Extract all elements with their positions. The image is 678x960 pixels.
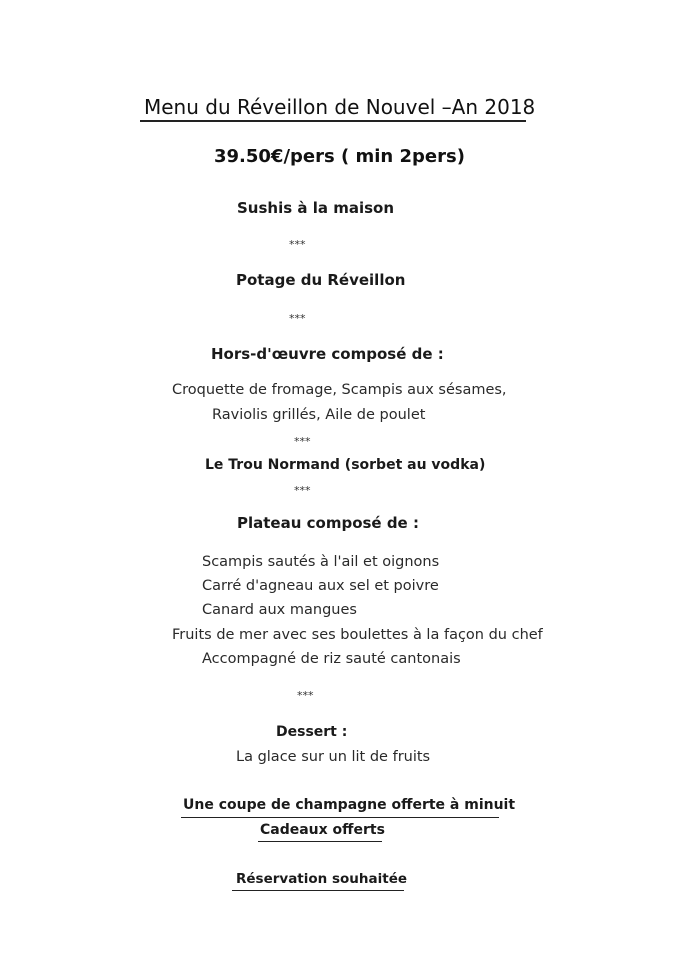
separator-3: *** (294, 435, 311, 448)
menu-title: Menu du Réveillon de Nouvel –An 2018 (144, 95, 536, 119)
champagne-offer: Une coupe de champagne offerte à minuit (183, 797, 516, 813)
menu-price: 39.50€/pers ( min 2pers) (214, 146, 465, 167)
plateau-heading: Plateau composé de : (237, 514, 419, 532)
gifts-offer: Cadeaux offerts (260, 822, 385, 838)
champagne-offer-underline (181, 817, 499, 818)
course-potage: Potage du Réveillon (236, 271, 406, 289)
course-sushis: Sushis à la maison (237, 199, 395, 217)
plateau-item: Carré d'agneau aux sel et poivre (202, 578, 439, 594)
hors-doeuvre-heading: Hors-d'œuvre composé de : (211, 345, 444, 363)
separator-2: *** (289, 312, 306, 325)
reservation-note: Réservation souhaitée (236, 871, 408, 887)
hors-doeuvre-item: Raviolis grillés, Aile de poulet (212, 407, 426, 423)
separator-4: *** (294, 484, 311, 497)
title-underline (140, 120, 526, 122)
trou-normand: Le Trou Normand (sorbet au vodka) (205, 457, 486, 473)
hors-doeuvre-item: Croquette de fromage, Scampis aux sésames, (172, 382, 507, 398)
plateau-item: Canard aux mangues (202, 602, 357, 618)
plateau-item: Fruits de mer avec ses boulettes à la façon du chef (172, 627, 543, 643)
reservation-underline (232, 890, 404, 891)
plateau-item: Scampis sautés à l'ail et oignons (202, 554, 440, 570)
gifts-offer-underline (258, 841, 382, 842)
dessert-heading: Dessert : (276, 724, 348, 740)
plateau-item: Accompagné de riz sauté cantonais (202, 651, 461, 667)
separator-1: *** (289, 238, 306, 251)
separator-5: *** (297, 689, 314, 702)
dessert-item: La glace sur un lit de fruits (236, 749, 431, 765)
